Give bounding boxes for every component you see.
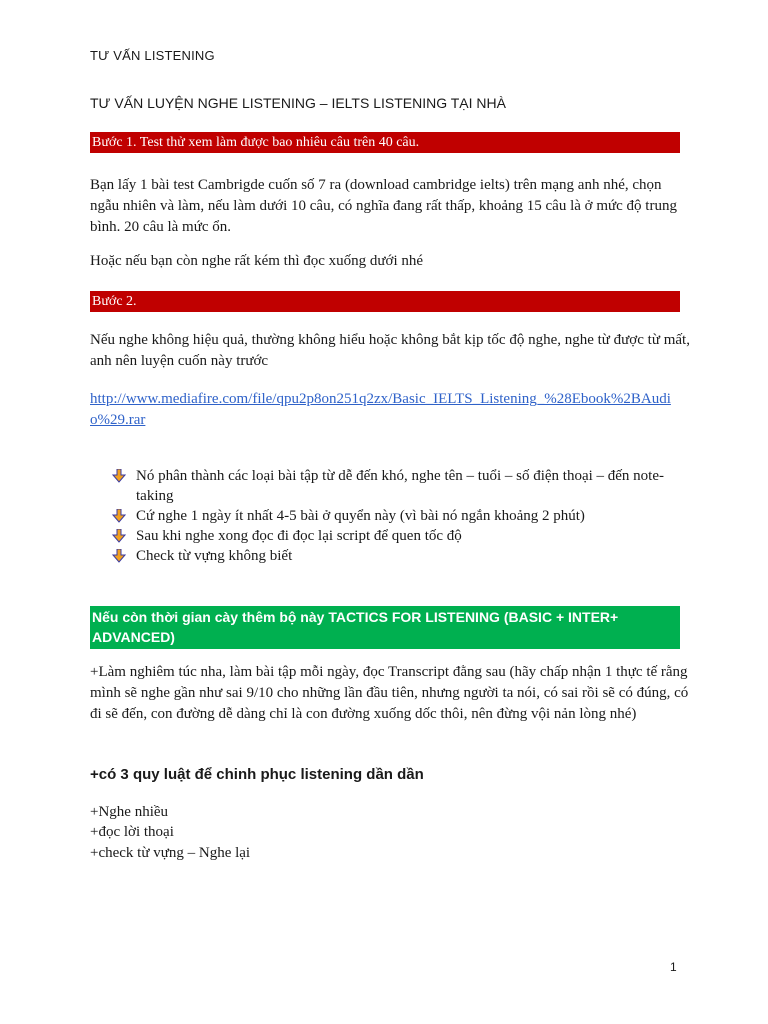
step2-heading: Bước 2. xyxy=(90,291,680,312)
arrow-bullet-icon xyxy=(112,509,126,523)
step2-paragraph: Nếu nghe không hiệu quả, thường không hiểu hoặc không bắt kịp tốc độ nghe, nghe từ được từ mất, anh nên luyện cuốn này trước xyxy=(90,332,690,369)
step1-note: Hoặc nếu bạn còn nghe rất kém thì đọc xuống dưới nhé xyxy=(90,253,424,269)
mediafire-download-link[interactable]: http://www.mediafire.com/file/qpu2p8on251q2zx/Basic_IELTS_Listening_%28Ebook%2BAudio%29.rar xyxy=(90,391,671,428)
list-item xyxy=(112,506,692,526)
bullet-text: Nó phân thành các loại bài tập từ dễ đến khó, nghe tên – tuổi – số điện thoại – đến note-taking xyxy=(136,468,664,504)
tactics-heading: Nếu còn thời gian cày thêm bộ này TACTICS FOR LISTENING (BASIC + INTER+ ADVANCED) xyxy=(90,606,680,649)
rule-item: +Nghe nhiều xyxy=(90,804,169,820)
rule-item: +check từ vựng – Nghe lại xyxy=(90,845,251,861)
list-item xyxy=(112,466,692,506)
rule-item: +đọc lời thoại xyxy=(90,824,174,840)
arrow-bullet-icon xyxy=(112,469,126,483)
arrow-bullet-icon xyxy=(112,549,126,563)
step1-heading: Bước 1. Test thử xem làm được bao nhiêu câu trên 40 câu. xyxy=(90,132,680,153)
list-item xyxy=(112,546,692,566)
bullet-text: Check từ vựng không biết xyxy=(136,548,293,564)
step1-paragraph: Bạn lấy 1 bài test Cambrigde cuốn số 7 ra (download cambridge ielts) trên mạng anh nhé, chọn ngẫu nhiên và làm, nếu làm dưới 10 câu, có nghĩa đang rất thấp, khoảng 15 câu là ở mức độ trung bình. 20 câu là mức ổn. xyxy=(90,177,677,235)
list-item xyxy=(112,526,692,546)
bullet-text: Cứ nghe 1 ngày ít nhất 4-5 bài ở quyển này (vì bài nó ngắn khoảng 2 phút) xyxy=(136,508,585,524)
arrow-bullet-icon xyxy=(112,529,126,543)
page-number: 1 xyxy=(670,960,677,974)
rules-heading: +có 3 quy luật để chinh phục listening dần dần xyxy=(90,766,424,783)
document-title: TƯ VẤN LUYỆN NGHE LISTENING – IELTS LISTENING TẠI NHÀ xyxy=(90,95,506,111)
step2-bullet-list xyxy=(112,466,692,566)
page-header: TƯ VẤN LISTENING xyxy=(90,48,215,63)
bullet-text: Sau khi nghe xong đọc đi đọc lại script để quen tốc độ xyxy=(136,528,462,544)
tactics-paragraph: +Làm nghiêm túc nha, làm bài tập mỗi ngày, đọc Transcript đằng sau (hãy chấp nhận 1 thực tế rằng mình sẽ nghe gần như sai 9/10 cho những lần đầu tiên, nhưng người ta nói, có sai rồi sẽ có đúng, có đi sẽ đến, con đường dễ dàng chỉ là con đường xuống dốc thôi, nên đừng vội nản lòng nhé) xyxy=(90,664,689,722)
